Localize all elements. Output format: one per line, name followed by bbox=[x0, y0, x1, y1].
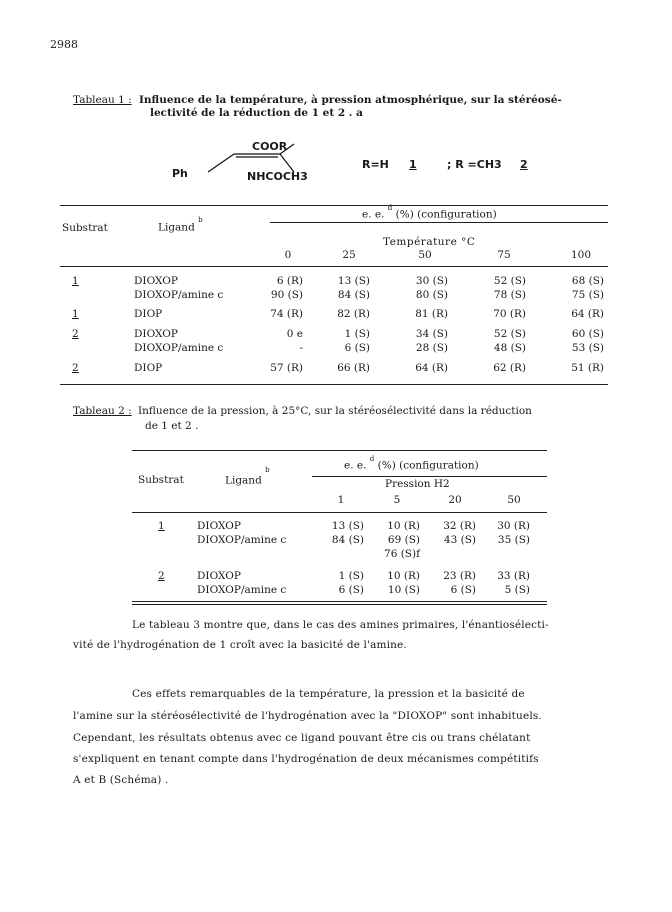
tableau1-value: 57 (R) bbox=[270, 362, 303, 374]
tableau2-ligand: DIOXOP/amine c bbox=[197, 584, 287, 596]
tableau1-substrat: 1 bbox=[72, 308, 79, 320]
tableau2-caption bbox=[73, 405, 532, 417]
tableau1-col-header: 0 bbox=[284, 249, 292, 261]
tableau1-value: 53 (S) bbox=[571, 342, 604, 354]
structure-legend-2-num: 2 bbox=[520, 158, 528, 171]
tableau2-label: Tableau 2 : bbox=[73, 405, 132, 417]
tableau1-value: 28 (S) bbox=[415, 342, 448, 354]
tableau1-value: 6 (R) bbox=[276, 275, 303, 287]
tableau2-col-header: 50 bbox=[507, 494, 521, 506]
tableau2-top-rule bbox=[132, 450, 547, 451]
tableau1-value: 52 (S) bbox=[493, 328, 526, 340]
paragraph2-line: A et B (Schéma) . bbox=[73, 774, 169, 786]
tableau1-caption-line2: lectivité de la réduction de 1 et 2 . a bbox=[150, 107, 363, 119]
tableau2-value: 13 (S) bbox=[331, 520, 364, 532]
tableau2-value: 84 (S) bbox=[331, 534, 364, 546]
structure-group-bottom: NHCOCH3 bbox=[247, 170, 308, 183]
tableau1-header-rule bbox=[60, 266, 608, 267]
tableau2-header-substrat: Substrat bbox=[138, 474, 184, 486]
tableau2-header-ee: e. e. $^d$ (%) (configuration) bbox=[344, 455, 479, 472]
tableau1-value: 68 (S) bbox=[571, 275, 604, 287]
tableau1-value: 52 (S) bbox=[493, 275, 526, 287]
tableau2-value: 33 (R) bbox=[497, 570, 530, 582]
paragraph2-line: l'amine sur la stéréosélectivité de l'hydrogénation avec la "DIOXOP" sont inhabituels. bbox=[73, 710, 542, 722]
tableau2-value: 32 (R) bbox=[443, 520, 476, 532]
tableau1-value: 62 (R) bbox=[493, 362, 526, 374]
tableau2-value: 23 (R) bbox=[443, 570, 476, 582]
tableau2-caption-line2: de 1 et 2 . bbox=[145, 420, 199, 432]
tableau2-value: 10 (R) bbox=[387, 570, 420, 582]
paragraph2-line: s'expliquent en tenant compte dans l'hydrogénation de deux mécanismes compétitifs bbox=[73, 753, 539, 765]
tableau1-value: 60 (S) bbox=[571, 328, 604, 340]
tableau1-value: 64 (R) bbox=[415, 362, 448, 374]
tableau1-col-header: 100 bbox=[570, 249, 592, 261]
tableau2-value: 76 (S)f bbox=[384, 548, 420, 560]
tableau2-ligand: DIOXOP/amine c bbox=[197, 534, 287, 546]
structure-legend-1-num: 1 bbox=[409, 158, 417, 171]
tableau2-bottom-rule-2 bbox=[132, 604, 547, 605]
tableau1-header-temperature: Température °C bbox=[383, 236, 476, 248]
paragraph2-line: Cependant, les résultats obtenus avec ce ligand pouvant être cis ou trans chélatant bbox=[73, 732, 531, 744]
tableau1-value: 90 (S) bbox=[270, 289, 303, 301]
tableau2-value: 5 (S) bbox=[504, 584, 530, 596]
paragraph1-line: vité de l'hydrogénation de 1 croît avec la basicité de l'amine. bbox=[73, 639, 407, 651]
tableau1-value: 1 (S) bbox=[344, 328, 370, 340]
tableau1-substrat: 1 bbox=[72, 275, 79, 287]
tableau1-value: 64 (R) bbox=[571, 308, 604, 320]
tableau1-ligand: DIOXOP/amine c bbox=[134, 289, 224, 301]
structure-legend-2: ; R =CH3 bbox=[447, 158, 502, 171]
tableau2-substrat: 2 bbox=[158, 570, 165, 582]
tableau1-value: 66 (R) bbox=[337, 362, 370, 374]
tableau2-value: 43 (S) bbox=[443, 534, 476, 546]
tableau1-value: 84 (S) bbox=[337, 289, 370, 301]
tableau1-top-rule bbox=[60, 205, 608, 206]
tableau1-substrat: 2 bbox=[72, 328, 79, 340]
tableau1-ligand: DIOP bbox=[134, 362, 163, 374]
tableau1-substrat: 2 bbox=[72, 362, 79, 374]
tableau2-value: 6 (S) bbox=[450, 584, 476, 596]
tableau2-value: 69 (S) bbox=[387, 534, 420, 546]
tableau2-value: 10 (R) bbox=[387, 520, 420, 532]
structure-group-left: Ph bbox=[172, 167, 188, 180]
tableau1-col-header: 50 bbox=[418, 249, 432, 261]
tableau1-caption bbox=[73, 94, 562, 106]
tableau1-header-ee: e. e. $^d$ (%) (configuration) bbox=[362, 204, 497, 221]
tableau1-value: 74 (R) bbox=[270, 308, 303, 320]
tableau2-value: 30 (R) bbox=[497, 520, 530, 532]
tableau2-ligand: DIOXOP bbox=[197, 520, 241, 532]
tableau1-value: 51 (R) bbox=[571, 362, 604, 374]
tableau1-value: 81 (R) bbox=[415, 308, 448, 320]
tableau2-col-header: 1 bbox=[337, 494, 345, 506]
tableau1-value: 13 (S) bbox=[337, 275, 370, 287]
paragraph2-line: Ces effets remarquables de la température, la pression et la basicité de bbox=[132, 688, 525, 700]
tableau1-value: 70 (R) bbox=[493, 308, 526, 320]
tableau1-ee-rule bbox=[270, 222, 608, 223]
tableau2-bottom-rule bbox=[132, 601, 547, 602]
tableau1-value: 30 (S) bbox=[415, 275, 448, 287]
tableau1-col-header: 75 bbox=[497, 249, 511, 261]
tableau1-col-header: 25 bbox=[342, 249, 356, 261]
tableau2-ee-rule bbox=[312, 476, 547, 477]
tableau2-col-header: 5 bbox=[393, 494, 401, 506]
tableau1-header-ligand: Ligand $^b$ bbox=[158, 216, 203, 234]
tableau1-header-substrat: Substrat bbox=[62, 222, 108, 234]
structure-legend-1: R=H bbox=[362, 158, 389, 171]
tableau2-ligand: DIOXOP bbox=[197, 570, 241, 582]
tableau1-value: 48 (S) bbox=[493, 342, 526, 354]
tableau2-caption-line1: Influence de la pression, à 25°C, sur la stéréosélectivité dans la réduction bbox=[138, 405, 532, 417]
tableau1-value: 6 (S) bbox=[344, 342, 370, 354]
tableau2-value: 10 (S) bbox=[387, 584, 420, 596]
tableau1-ligand: DIOXOP/amine c bbox=[134, 342, 224, 354]
tableau1-value: 34 (S) bbox=[415, 328, 448, 340]
tableau1-value: 82 (R) bbox=[337, 308, 370, 320]
structure-group-top: COOR bbox=[252, 140, 288, 153]
tableau2-header-pression: Pression H2 bbox=[385, 478, 450, 490]
tableau1-value: 75 (S) bbox=[571, 289, 604, 301]
page-number: 2988 bbox=[50, 38, 78, 51]
tableau2-substrat: 1 bbox=[158, 520, 165, 532]
tableau1-ligand: DIOP bbox=[134, 308, 163, 320]
paragraph1-line: Le tableau 3 montre que, dans le cas des amines primaires, l'énantiosélecti- bbox=[132, 619, 549, 631]
tableau2-value: 1 (S) bbox=[338, 570, 364, 582]
tableau2-col-header: 20 bbox=[448, 494, 462, 506]
tableau2-value: 35 (S) bbox=[497, 534, 530, 546]
tableau1-ligand: DIOXOP bbox=[134, 328, 178, 340]
tableau2-value: 6 (S) bbox=[338, 584, 364, 596]
tableau2-header-ligand: Ligand $^b$ bbox=[225, 466, 270, 487]
tableau1-value: 80 (S) bbox=[415, 289, 448, 301]
tableau1-value: 78 (S) bbox=[493, 289, 526, 301]
tableau1-value: 0 e bbox=[286, 328, 303, 340]
tableau1-bottom-rule bbox=[60, 384, 608, 385]
tableau2-header-rule bbox=[132, 512, 547, 513]
tableau1-ligand: DIOXOP bbox=[134, 275, 178, 287]
tableau1-value: - bbox=[299, 342, 303, 354]
tableau1-caption-line1: Influence de la température, à pression atmosphérique, sur la stéréosé- bbox=[139, 94, 562, 106]
tableau1-label: Tableau 1 : bbox=[73, 94, 132, 106]
